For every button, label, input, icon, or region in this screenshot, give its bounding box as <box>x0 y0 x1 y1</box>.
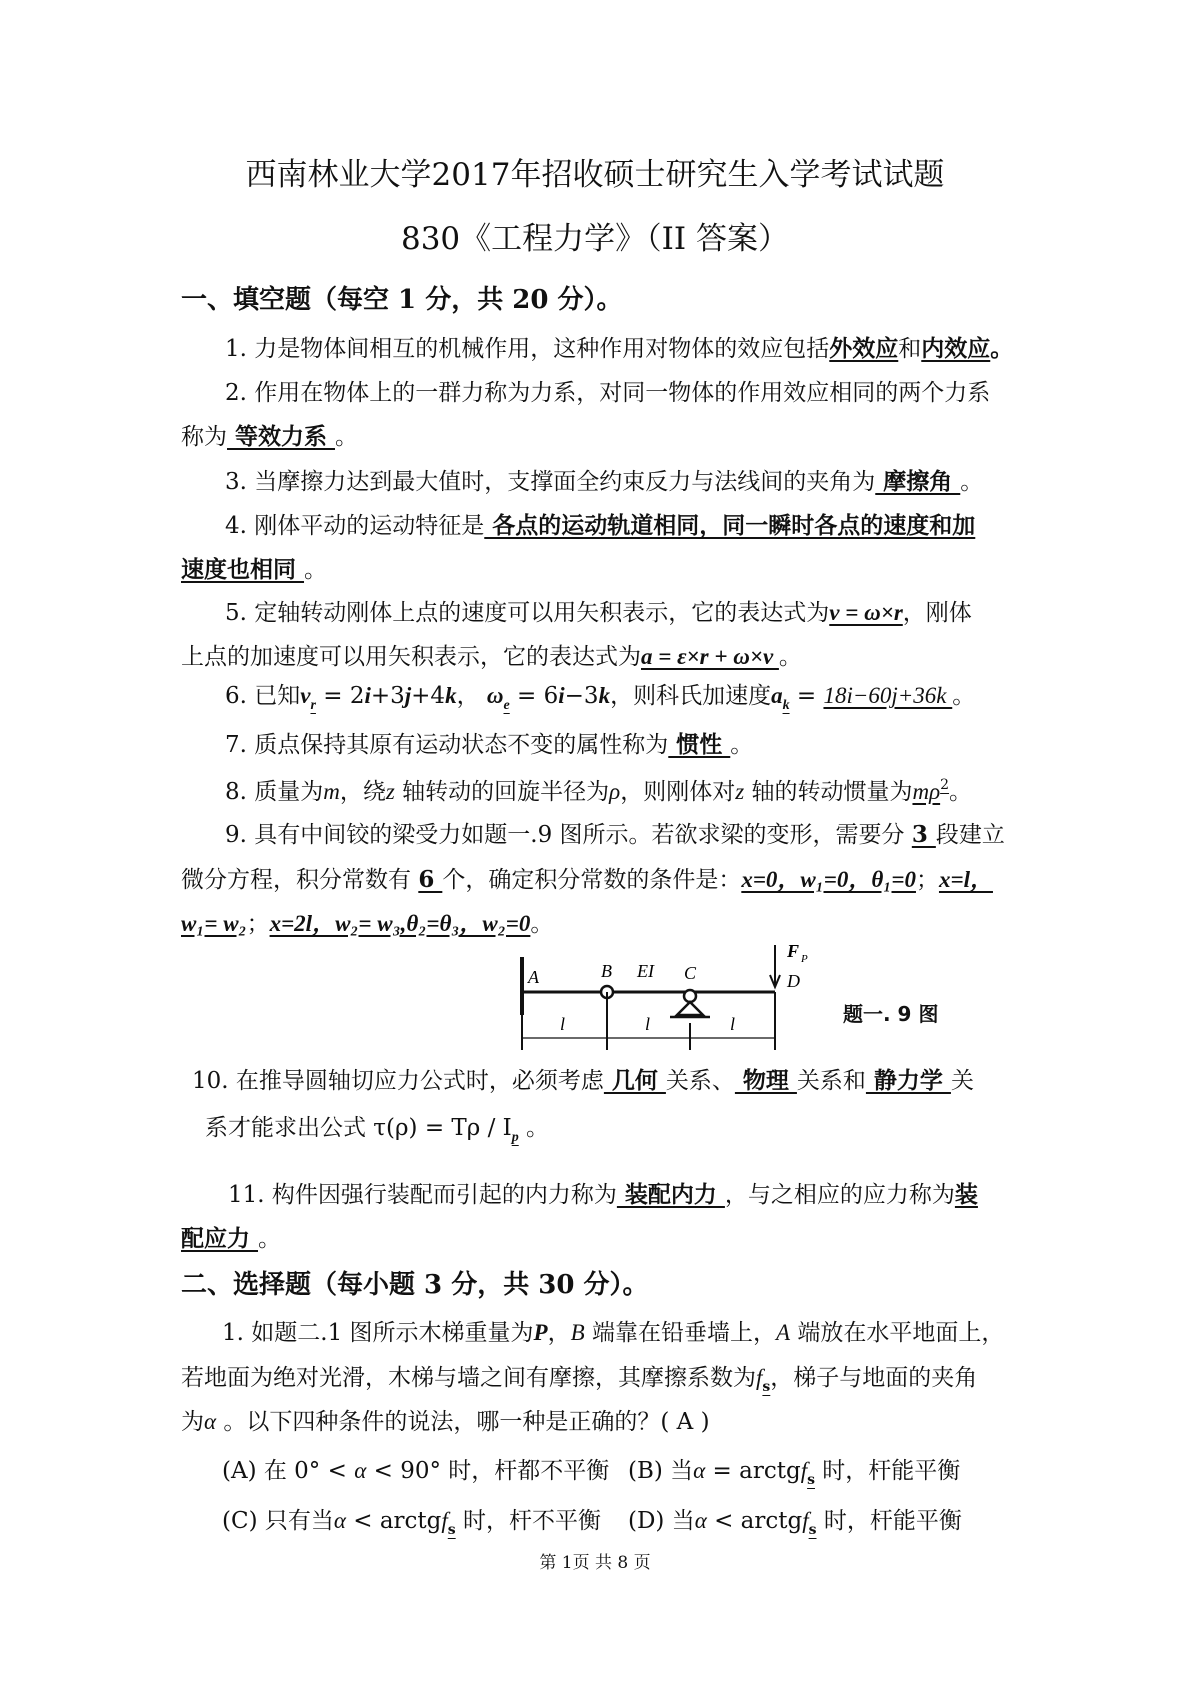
text-segment: 6. 已知 <box>225 683 301 709</box>
answer-text: 静力学 <box>865 1067 951 1094</box>
text-segment: = arctg <box>705 1458 801 1484</box>
label-l1: l <box>560 1014 566 1034</box>
answer-text: 6 <box>418 866 443 893</box>
text-segment: 关 <box>950 1068 974 1094</box>
label-D: D <box>787 971 800 991</box>
text-segment: (C) 只有当 <box>222 1508 334 1534</box>
answer-text: x=l， <box>938 867 993 892</box>
label-l3: l <box>730 1014 736 1034</box>
page-footer: 第 1页 共 8 页 <box>539 1553 651 1573</box>
text-segment: 10. 在推导圆轴切应力公式时，必须考虑 <box>192 1068 604 1094</box>
text-line <box>181 1224 281 1254</box>
text-segment: ω <box>486 683 504 708</box>
answer-text: 外效应 <box>829 335 899 362</box>
text-line <box>628 1456 960 1495</box>
text-segment: 若地面为绝对光滑，木梯与墙之间有摩擦，其摩擦系数为 <box>181 1365 756 1391</box>
text-segment: 二、选择题（每小题 3 分，共 30 分）。 <box>181 1270 649 1300</box>
text-segment: +4 <box>411 683 446 709</box>
text-segment: f <box>800 1458 808 1483</box>
answer-text: s <box>447 1522 456 1538</box>
answer-text: 3 <box>911 821 936 848</box>
figure-caption: 题一. 9 图 <box>843 1002 939 1026</box>
text-segment: 。 <box>952 683 976 709</box>
text-segment: 1. 力是物体间相互的机械作用，这种作用对物体的效应包括 <box>225 336 830 362</box>
text-line <box>222 1318 1004 1348</box>
text-segment: 时，杆不平衡 <box>455 1508 601 1534</box>
answer-text: p <box>511 1130 519 1145</box>
text-segment: ， <box>547 1320 571 1346</box>
page-subtitle: 830《工程力学》（II 答案） <box>400 221 789 257</box>
text-line <box>181 422 358 452</box>
text-segment: i <box>364 683 371 708</box>
text-segment: 系才能求出公式 τ(ρ) = Tρ / I <box>205 1115 512 1141</box>
answer-text: mρ <box>912 779 941 804</box>
text-segment: 一、填空题（每空 1 分，共 20 分）。 <box>181 285 623 315</box>
text-line <box>225 681 975 721</box>
text-segment: k <box>598 683 611 708</box>
text-line <box>225 820 1005 850</box>
text-segment: ，梯子与地面的夹角 <box>770 1365 978 1391</box>
text-line <box>181 865 993 895</box>
answer-text: s <box>807 1472 815 1488</box>
text-segment: 11. 构件因强行装配而引起的内力称为 <box>228 1182 617 1208</box>
text-segment: f <box>802 1508 809 1533</box>
text-segment: m <box>323 779 340 804</box>
answer-text: 惯性 <box>668 731 731 758</box>
text-segment: 2. 作用在物体上的一群力称为力系，对同一物体的作用效应相同的两个力系 <box>225 380 991 406</box>
text-segment: ； <box>246 911 270 937</box>
text-segment: 。 <box>778 644 802 670</box>
text-segment: = <box>789 683 824 709</box>
text-segment: k <box>445 683 457 708</box>
text-segment: +3 <box>370 683 405 709</box>
text-line <box>225 730 753 760</box>
text-segment: A <box>775 1320 791 1345</box>
text-segment: 。 <box>304 557 328 583</box>
text-line <box>225 378 990 408</box>
text-line <box>205 1113 549 1153</box>
text-segment: 。 <box>990 335 1014 362</box>
text-segment: ，绕 <box>339 779 386 805</box>
text-segment: z <box>735 779 745 804</box>
text-segment: ； <box>915 867 939 893</box>
text-segment: 端靠在铅垂墙上， <box>584 1320 776 1346</box>
label-B: B <box>601 961 612 981</box>
text-segment: ，则科氏加速度 <box>610 683 772 709</box>
text-line <box>222 1456 609 1486</box>
text-segment: 时，杆能平衡 <box>814 1458 961 1484</box>
text-segment: ，刚体 <box>902 600 972 626</box>
text-segment: = 6 <box>509 683 559 709</box>
answer-text: 速度也相同 <box>181 556 305 583</box>
page-title: 西南林业大学2017年招收硕士研究生入学考试试题 <box>245 157 945 193</box>
text-segment: α <box>694 1508 707 1533</box>
text-segment: 。 <box>518 1115 550 1141</box>
text-segment: 上点的加速度可以用矢积表示，它的表达式为 <box>181 644 641 670</box>
text-segment: f <box>441 1508 448 1533</box>
text-segment: 1. 如题二.1 图所示木梯重量为 <box>222 1320 534 1346</box>
text-segment: 轴的转动惯量为 <box>744 779 913 805</box>
text-segment: (D) 当 <box>628 1508 695 1534</box>
answer-text: 2 <box>940 777 950 793</box>
text-line <box>225 334 1013 364</box>
text-line <box>225 511 975 541</box>
text-segment: 8. 质量为 <box>225 779 324 805</box>
answer-text: k <box>782 698 790 713</box>
answer-text: 18i−60j+36k <box>823 683 953 708</box>
text-segment: 时，杆能平衡 <box>816 1508 962 1534</box>
text-segment: (A) 在 0° < <box>222 1458 355 1484</box>
answer-text: 摩擦角 <box>875 468 961 495</box>
text-segment: 段建立 <box>935 822 1005 848</box>
text-segment: a <box>771 683 783 708</box>
text-segment: i <box>558 683 565 708</box>
text-segment: 。 <box>730 732 754 758</box>
answer-text: 装 <box>954 1181 978 1208</box>
text-segment: < arctg <box>345 1508 442 1534</box>
text-segment: −3 <box>564 683 599 709</box>
text-segment: 称为 <box>181 424 227 450</box>
text-line <box>225 598 972 628</box>
text-segment: 。 <box>530 911 554 937</box>
answer-text: r <box>310 698 316 713</box>
text-line <box>181 555 327 585</box>
answer-text: x=0，w₁=0，θ₁=0 <box>741 867 916 892</box>
text-segment: 。 <box>949 779 973 805</box>
text-line <box>181 1363 977 1402</box>
label-P: P <box>801 953 808 965</box>
text-line <box>181 1407 710 1437</box>
text-segment: v <box>300 683 311 708</box>
label-l2: l <box>645 1014 651 1034</box>
answer-text: 几何 <box>603 1067 666 1094</box>
text-segment: P <box>533 1320 548 1345</box>
text-segment: 。 <box>258 1226 282 1252</box>
text-segment: z <box>385 779 395 804</box>
text-segment: f <box>756 1365 763 1390</box>
text-segment: ， <box>456 683 487 709</box>
text-segment: 关系和 <box>796 1068 866 1094</box>
label-C: C <box>684 963 697 983</box>
label-A: A <box>528 967 539 987</box>
text-segment: 个，确定积分常数的条件是： <box>442 867 742 893</box>
text-segment: α <box>354 1458 367 1483</box>
answer-text: v = ω×r <box>829 600 903 625</box>
text-segment: 3. 当摩擦力达到最大值时，支撑面全约束反力与法线间的夹角为 <box>225 469 876 495</box>
support-C <box>684 990 696 1002</box>
text-segment: 。 <box>335 424 359 450</box>
text-segment: (B) 当 <box>628 1458 694 1484</box>
text-segment: 轴转动的回旋半径为 <box>394 779 610 805</box>
text-segment: α <box>333 1508 346 1533</box>
text-segment: ，与之相应的应力称为 <box>724 1182 955 1208</box>
text-line <box>628 1506 962 1545</box>
text-segment: 。以下四种条件的说法，哪一种是正确的？( A ) <box>216 1409 710 1435</box>
answer-text: 各点的运动轨道相同，同一瞬时各点的速度和加 <box>484 512 976 539</box>
answer-text: w₁= w₂ <box>181 911 247 936</box>
text-line <box>192 1066 974 1096</box>
text-line <box>225 467 983 497</box>
text-segment: 。 <box>960 469 984 495</box>
text-segment: 端放在水平地面上， <box>790 1320 1005 1346</box>
answer-text: x=2l，w₂= w₃,θ₂=θ₃，w₂=0 <box>269 911 531 936</box>
text-line <box>181 285 622 315</box>
beam-diagram <box>505 935 825 1055</box>
text-line <box>228 1180 978 1210</box>
answer-text: 装配内力 <box>616 1181 725 1208</box>
answer-text: a = ε×r + ω×v <box>641 644 779 669</box>
text-segment: B <box>570 1320 585 1345</box>
text-line <box>181 909 553 939</box>
text-segment: α <box>204 1409 217 1434</box>
text-segment: ρ <box>609 779 621 804</box>
label-F: F <box>787 941 800 961</box>
answer-text: s <box>808 1522 817 1538</box>
label-EI: EI <box>637 961 654 981</box>
text-segment: = 2 <box>315 683 365 709</box>
answer-text: s <box>762 1379 771 1395</box>
text-segment: 关系、 <box>665 1068 735 1094</box>
text-line <box>222 1506 601 1545</box>
text-segment: α <box>693 1458 706 1483</box>
text-line <box>225 770 972 807</box>
answer-text: 内效应 <box>921 335 991 362</box>
text-segment: 和 <box>898 336 922 362</box>
text-segment: 微分方程，积分常数有 <box>181 867 419 893</box>
text-segment: 为 <box>181 1409 204 1435</box>
text-segment: 4. 刚体平动的运动特征是 <box>225 513 485 539</box>
answer-text: e <box>503 698 510 713</box>
answer-text: 等效力系 <box>227 423 336 450</box>
text-segment: 7. 质点保持其原有运动状态不变的属性称为 <box>225 732 669 758</box>
answer-text: 物理 <box>734 1067 797 1094</box>
text-segment: ，则刚体对 <box>620 779 736 805</box>
text-segment: 9. 具有中间铰的梁受力如题一.9 图所示。若欲求梁的变形，需要分 <box>225 822 912 848</box>
text-segment: < arctg <box>706 1508 803 1534</box>
text-segment: j <box>404 683 412 708</box>
text-segment: 5. 定轴转动刚体上点的速度可以用矢积表示，它的表达式为 <box>225 600 830 626</box>
text-segment: < 90° 时，杆都不平衡 <box>366 1458 610 1484</box>
text-line <box>181 1270 648 1300</box>
answer-text: 配应力 <box>181 1225 259 1252</box>
text-line <box>181 642 802 672</box>
